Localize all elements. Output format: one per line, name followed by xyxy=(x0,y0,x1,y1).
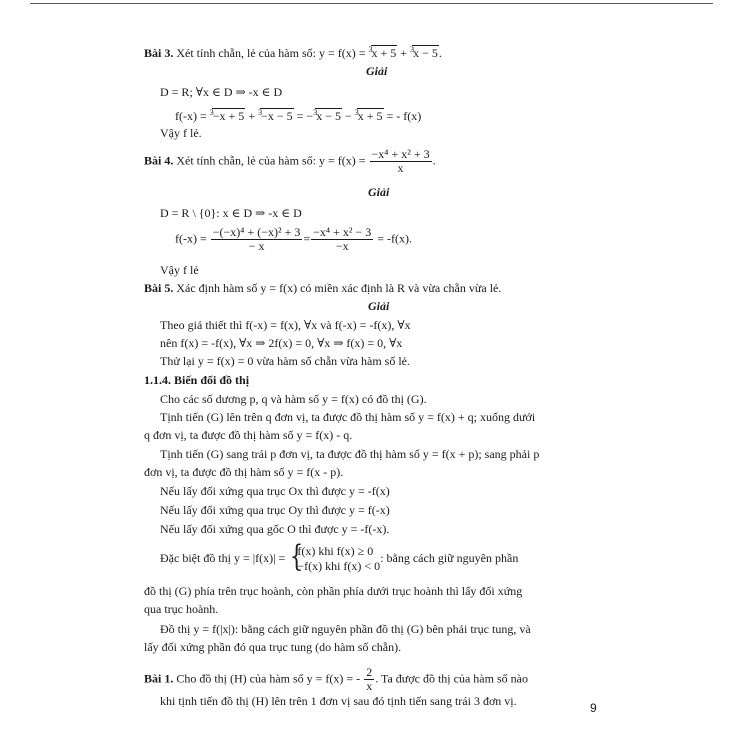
bai4-conclusion: Vậy f lẻ xyxy=(160,263,199,277)
section-p4: Nếu lấy đối xứng qua trục Ox thì được y = -f(x) xyxy=(160,484,390,498)
bai4-line1: D = R \ {0}: x ∈ D ⇒ -x ∈ D xyxy=(160,206,302,220)
brace-glyph: { xyxy=(290,539,304,574)
section-heading: 1.1.4. Biến đổi đồ thị xyxy=(144,373,250,387)
bai3-giai: Giải xyxy=(366,64,388,78)
section-p2a: Tịnh tiến (G) lên trên q đơn vị, ta được đồ thị hàm số y = f(x) + q; xuống dưới xyxy=(160,410,536,424)
bai5-giai: Giải xyxy=(368,299,390,313)
page-number: 9 xyxy=(590,701,597,715)
bai4-fraction-2: $\frac{\text{−(−x)⁴ + (−x)² + 3}}{- x}$ xyxy=(212,225,301,253)
bai5-line3: Thử lại y = f(x) = 0 vừa hàm số chẵn vừa hàm số lẻ. xyxy=(160,354,410,368)
bai1-line2: khi tịnh tiến đồ thị (H) lên trên 1 đơn vị sau đó tịnh tiến sang trái 3 đơn vị. xyxy=(160,694,517,708)
section-p2b: q đơn vị, ta được đồ thị hàm số y = f(x) - q. xyxy=(144,428,353,442)
bai3-line2: f(-x) = $^3$−x + 5 + $^3$−x − 5 = −$^3$x − 5 − $^3$x + 5 = - f(x) xyxy=(175,108,422,123)
section-p7b: đồ thị (G) phía trên trục hoành, còn phần phía dưới trục hoành thì lấy đối xứng xyxy=(144,584,523,598)
bai4-line2: f(-x) = $\frac{\text{−(−x)⁴ + (−x)² + 3}}{- x}$ = $\frac{\text{−x⁴ + x² − 3}}{-x}$ = -f(x). xyxy=(175,225,413,253)
bai5-line1: Theo giả thiết thì f(-x) = f(x), ∀x và f(-x) = -f(x), ∀x xyxy=(160,318,411,332)
bai3-conclusion: Vậy f lẻ. xyxy=(160,126,202,140)
bai4-giai: Giải xyxy=(368,185,390,199)
bai1-fraction: $\frac{2}{x}$ xyxy=(366,665,373,693)
bai3-statement: Bài 3. Xét tính chẵn, lẻ của hàm số: y = f(x) = $^3$x + 5 + $^3$x − 5. xyxy=(144,45,442,60)
section-p5: Nếu lấy đối xứng qua trục Oy thì được y = f(-x) xyxy=(160,503,390,517)
bai5-line2: nên f(x) = -f(x), ∀x ⇒ 2f(x) = 0, ∀x ⇒ f(x) = 0, ∀x xyxy=(160,336,403,350)
bai4-fraction: $\frac{\text{−x⁴ + x² + 3}}{x}$ xyxy=(371,147,430,175)
bai5-statement: Bài 5. Xác định hàm số y = f(x) có miền xác định là R và vừa chẵn vừa lẻ. xyxy=(144,281,502,295)
section-p6: Nếu lấy đối xứng qua gốc O thì được y = -f(-x). xyxy=(160,522,390,536)
section-p7c: qua trục hoành. xyxy=(144,602,219,616)
bai4-fraction-3: $\frac{\text{−x⁴ + x² − 3}}{-x}$ xyxy=(313,225,372,253)
section-p8: Đồ thị y = f(|x|): bằng cách giữ nguyên phần đồ thị (G) bên phải trục tung, và xyxy=(160,622,531,636)
section-p3b: đơn vị, ta được đồ thị hàm số y = f(x - p). xyxy=(144,465,344,479)
top-rule xyxy=(30,3,713,4)
bai1-statement: Bài 1. Cho đồ thị (H) của hàm số y = f(x) = - $\frac{2}{x}$ . Ta được đồ thị của hàm số nào xyxy=(144,665,528,693)
piecewise-cases: { f(x) khi f(x) ≥ 0 −f(x) khi f(x) < 0 xyxy=(290,539,381,574)
section-p3a: Tịnh tiến (G) sang trái p đơn vị, ta được đồ thị hàm số y = f(x + p); sang phải p xyxy=(160,447,540,461)
bai3-line1: D = R; ∀x ∈ D ⇒ -x ∈ D xyxy=(160,85,283,99)
section-p8b: lấy đối xứng phần đó qua trục tung (do hàm số chẵn). xyxy=(144,640,402,654)
section-p1: Cho các số dương p, q và hàm số y = f(x) có đồ thị (G). xyxy=(160,392,427,406)
bai4-statement: Bài 4. Xét tính chẵn, lẻ của hàm số: y = f(x) = $\frac{\text{−x⁴ + x² + 3}}{x}$ . xyxy=(144,147,436,175)
section-p7: Đặc biệt đồ thị y = |f(x)| = { f(x) khi f(x) ≥ 0 −f(x) khi f(x) < 0 : bằng cách giữ nguyên phần xyxy=(160,539,519,574)
